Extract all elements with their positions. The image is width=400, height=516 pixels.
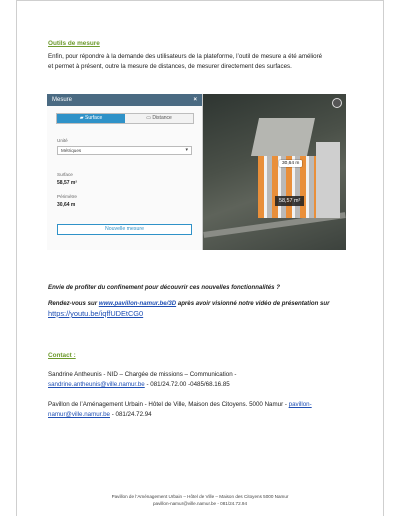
building-side (316, 142, 340, 218)
perimeter-value: 30,64 m (57, 202, 76, 208)
contact-1-line-2 (48, 380, 356, 390)
contact-1 (48, 370, 356, 390)
panel-header (47, 94, 202, 106)
intro-line-1: Enfin, pour répondre à la demande des utilisateurs de la plateforme, l’outil de mesure a été amélioré (48, 53, 323, 60)
contact-2-email-link-part-1[interactable]: pavillon- (288, 401, 312, 408)
footer-line-2: pavillon-namur@ville.namur.be - 081/24.72.94 (152, 500, 248, 506)
measure-panel (47, 94, 203, 250)
map-3d-view[interactable] (203, 94, 346, 250)
cta-pre: Rendez-vous sur (48, 300, 99, 307)
unit-select[interactable] (57, 146, 192, 155)
contact-2-address: Pavillon de l’Aménagement Urbain - Hôtel de Ville, Maison des Citoyens. 5000 Namur - (48, 401, 289, 408)
intro-line-2: et permet à présent, outre la mesure de distances, de mesurer directement des surfaces. (48, 63, 292, 70)
cta-line-2 (48, 299, 358, 309)
building-roof (251, 118, 315, 156)
contact-2-line-1 (48, 400, 356, 410)
map-length-label: 30,64 m (279, 160, 302, 167)
contact-title: Contact : (48, 352, 76, 359)
video-link[interactable]: https://youtu.be/iqffUDEtCG0 (48, 309, 144, 318)
perimeter-label: Périmètre (57, 194, 77, 199)
compass-icon[interactable] (332, 98, 342, 108)
pavillon-3d-link[interactable]: www.pavillon-namur.be/3D (98, 300, 177, 307)
measure-tabs (56, 113, 194, 124)
contact-2-email-link-part-2[interactable]: namur@ville.namur.be (48, 411, 110, 418)
page-left-border (16, 0, 17, 516)
intro-paragraph (48, 52, 356, 72)
page-footer (0, 494, 400, 507)
cta-post: après avoir visionné notre vidéo de présentation sur (176, 300, 330, 307)
close-icon[interactable]: × (193, 97, 197, 103)
contact-1-email-link[interactable]: sandrine.antheunis@ville.namur.be (48, 381, 145, 388)
contact-2 (48, 400, 356, 420)
contact-2-line-2 (48, 410, 356, 420)
chevron-down-icon: ▾ (185, 147, 188, 153)
unit-label: Unité (57, 138, 68, 143)
footer-line-1: Pavillon de l’Aménagement Urbain – Hôtel de Ville – Maison des Citoyens 5000 Namur (111, 494, 289, 499)
tab-surface[interactable]: ▰ Surface (57, 114, 125, 123)
section-title-outils: Outils de mesure (48, 40, 100, 47)
unit-select-value: Métriques (61, 148, 82, 153)
contact-2-phone: - 081/24.72.94 (110, 411, 152, 418)
page-top-border (16, 0, 384, 1)
tab-distance[interactable]: ▭ Distance (125, 114, 193, 123)
new-measure-button[interactable]: Nouvelle mesure (57, 224, 192, 235)
panel-title: Mesure (52, 97, 73, 103)
map-area-label: 58,57 m² (275, 196, 304, 206)
contact-1-line-1: Sandrine Antheunis - NID – Chargée de missions – Communication - (48, 371, 237, 378)
measure-tool-screenshot (47, 94, 346, 250)
tab-distance-label: Distance (152, 115, 172, 121)
cta-line-1: Envie de profiter du confinement pour découvrir ces nouvelles fonctionnalités ? (48, 284, 280, 291)
contact-1-phone: - 081/24.72.00 -0485/68.16.85 (144, 381, 230, 388)
surface-label: Surface (57, 172, 73, 177)
page-right-border (383, 0, 384, 516)
surface-value: 58,57 m² (57, 180, 78, 186)
tab-surface-label: Surface (85, 115, 103, 121)
